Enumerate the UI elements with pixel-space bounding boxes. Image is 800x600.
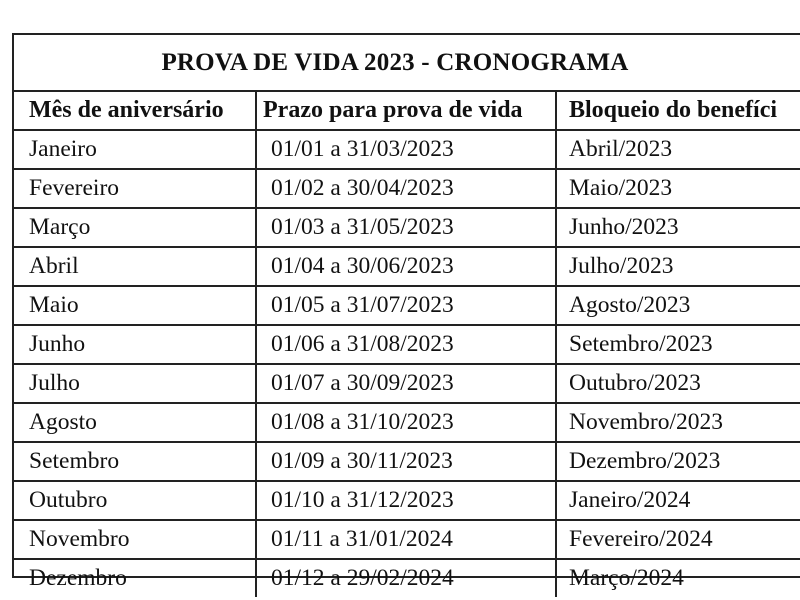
title-row [14,35,800,92]
deadline-cell: 01/09 a 30/11/2023 [256,442,556,481]
table-row [14,286,800,325]
block-cell: Julho/2023 [556,247,800,286]
deadline-cell: 01/08 a 31/10/2023 [256,403,556,442]
block-cell: Abril/2023 [556,130,800,169]
table-row [14,169,800,208]
deadline-cell: 01/06 a 31/08/2023 [256,325,556,364]
table-row [14,520,800,559]
month-cell: Setembro [14,442,256,481]
table-header-row [14,92,800,130]
table-row [14,208,800,247]
month-cell: Fevereiro [14,169,256,208]
schedule-table [14,92,800,597]
block-cell: Fevereiro/2024 [556,520,800,559]
month-cell: Junho [14,325,256,364]
block-cell: Novembro/2023 [556,403,800,442]
table-row [14,403,800,442]
month-cell: Janeiro [14,130,256,169]
deadline-cell: 01/12 a 29/02/2024 [256,559,556,597]
column-header-deadline: Prazo para prova de vida [256,92,556,130]
block-cell: Outubro/2023 [556,364,800,403]
table-row [14,364,800,403]
block-cell: Agosto/2023 [556,286,800,325]
deadline-cell: 01/11 a 31/01/2024 [256,520,556,559]
table-row [14,247,800,286]
schedule-document [12,33,800,591]
month-cell: Dezembro [14,559,256,597]
month-cell: Julho [14,364,256,403]
deadline-cell: 01/05 a 31/07/2023 [256,286,556,325]
table-row [14,559,800,597]
table-body [14,130,800,597]
month-cell: Abril [14,247,256,286]
deadline-cell: 01/04 a 30/06/2023 [256,247,556,286]
column-header-birth-month: Mês de aniversário [14,92,256,130]
month-cell: Agosto [14,403,256,442]
block-cell: Dezembro/2023 [556,442,800,481]
table-row [14,130,800,169]
deadline-cell: 01/02 a 30/04/2023 [256,169,556,208]
block-cell: Janeiro/2024 [556,481,800,520]
table-row [14,442,800,481]
deadline-cell: 01/07 a 30/09/2023 [256,364,556,403]
block-cell: Maio/2023 [556,169,800,208]
block-cell: Junho/2023 [556,208,800,247]
deadline-cell: 01/01 a 31/03/2023 [256,130,556,169]
block-cell: Setembro/2023 [556,325,800,364]
block-cell: Março/2024 [556,559,800,597]
month-cell: Outubro [14,481,256,520]
table-row [14,481,800,520]
month-cell: Novembro [14,520,256,559]
column-header-benefit-block: Bloqueio do benefíci [556,92,800,130]
month-cell: Maio [14,286,256,325]
page-title: PROVA DE VIDA 2023 - CRONOGRAMA [161,48,629,76]
deadline-cell: 01/10 a 31/12/2023 [256,481,556,520]
deadline-cell: 01/03 a 31/05/2023 [256,208,556,247]
table-row [14,325,800,364]
month-cell: Março [14,208,256,247]
